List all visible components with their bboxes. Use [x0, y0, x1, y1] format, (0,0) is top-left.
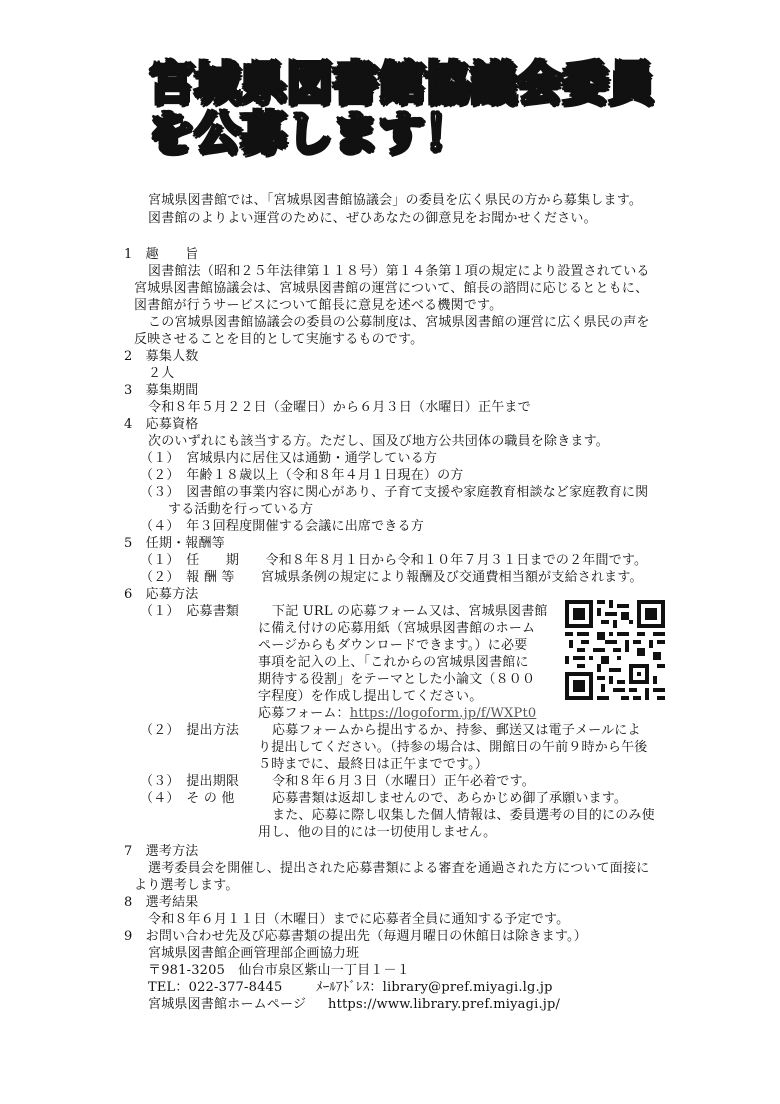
contact-mail-label: ﾒｰﾙｱﾄﾞﾚｽ：: [316, 980, 383, 995]
section-6-item1-line: 下記 URL の応募フォーム又は、宮城県図書館: [272, 604, 548, 619]
section-6-item4-label: （４） そ の 他: [140, 791, 235, 806]
section-4-heading: 4 応募資格: [124, 417, 199, 432]
contact-org: 宮城県図書館企画管理部企画協力班: [148, 946, 360, 961]
section-6-item2-line: 応募フォームから提出するか、持参、郵送又は電子メールによ: [272, 723, 641, 738]
section-1-line: この宮城県図書館協議会の委員の公募制度は、宮城県図書館の運営に広く県民の声を: [148, 315, 650, 330]
section-2-value: ２人: [148, 366, 175, 381]
section-8-value: 令和８年６月１１日（木曜日）までに応募者全員に通知する予定です。: [148, 912, 570, 927]
section-6-item1-line: ページからもダウンロードできます。）に必要: [258, 638, 528, 653]
homepage-link[interactable]: https://www.library.pref.miyagi.jp/: [328, 997, 561, 1012]
section-6-item1-line: に備え付けの応募用紙（宮城県図書館のホーム: [258, 621, 536, 636]
section-6-item4-line: 応募書類は返却しませんので、あらかじめ御了承願います。: [272, 791, 628, 806]
section-1-line: 図書館が行うサービスについて館長に意見を述べる機関です。: [134, 298, 503, 313]
section-4-item: （４） 年３回程度開催する会議に出席できる方: [140, 519, 424, 534]
section-1-line: 図書館法（昭和２５年法律第１１８号）第１４条第１項の規定により設置されている: [148, 264, 650, 279]
page-title-line1: 宮城県図書館協議会委員: [148, 56, 654, 110]
section-6-item1-line: 期待する役割」をテーマとした小論文（８００: [258, 672, 536, 687]
application-form-line: [258, 705, 536, 722]
section-6-item2-line: ５時までに、最終日は正午までです。）: [258, 757, 489, 772]
section-6-item2-line: り提出してください。（持参の場合は、開館日の午前９時から午後: [258, 740, 648, 755]
intro-line1: 宮城県図書館では、「宮城県図書館協議会」の委員を広く県民の方から募集します。: [148, 193, 643, 208]
contact-mail-line: [316, 979, 553, 996]
intro-line2: 図書館のよりよい運営のために、ぜひあなたの御意見をお聞かせください。: [148, 211, 597, 226]
section-7-heading: 7 選考方法: [124, 844, 199, 859]
section-6-item1-line: 字程度）を作成し提出してください。: [258, 689, 483, 704]
contact-mail-link[interactable]: library@pref.miyagi.lg.jp: [382, 980, 553, 995]
section-1-line: 反映させることを目的として実施するものです。: [134, 332, 424, 347]
section-7-line: 選考委員会を開催し、提出された応募書類による審査を通過された方について面接に: [148, 861, 650, 876]
section-7-line: より選考します。: [134, 878, 239, 893]
section-4-item: （３） 図書館の事業内容に関心があり、子育て支援や家庭教育相談など家庭教育に関: [140, 485, 649, 500]
section-1-heading: 1 趣 旨: [124, 247, 199, 262]
section-2-heading: 2 募集人数: [124, 349, 199, 364]
homepage-label: 宮城県図書館ホームページ: [148, 997, 307, 1012]
section-6-item2-label: （２） 提出方法: [140, 723, 240, 738]
section-6-item1-line: 事項を記入の上、「これからの宮城県図書館に: [258, 655, 529, 670]
section-3-value: 令和８年５月２２日（金曜日）から６月３日（水曜日）正午まで: [148, 400, 531, 415]
section-4-item: （１） 宮城県内に居住又は通勤・通学している方: [140, 451, 438, 466]
section-8-heading: 8 選考結果: [124, 895, 199, 910]
application-form-label: 応募フォーム：: [258, 706, 350, 721]
section-6-item4-line: また、応募に際し収集した個人情報は、委員選考の目的にのみ使: [272, 808, 655, 823]
page-title-line2: を公募します！: [148, 106, 470, 160]
section-6-item3-label: （３） 提出期限: [140, 774, 240, 789]
application-form-link[interactable]: https://logoform.jp/f/WXPt0: [349, 706, 537, 721]
contact-address: 〒981-3205 仙台市泉区紫山一丁目１－１: [148, 963, 410, 978]
section-5-item: （２） 報 酬 等 宮城県条例の規定により報酬及び交通費相当額が支給されます。: [140, 570, 643, 585]
section-5-heading: 5 任期・報酬等: [124, 536, 225, 551]
section-9-heading: 9 お問い合わせ先及び応募書類の提出先（毎週月曜日の休館日は除きます。）: [124, 929, 587, 944]
section-6-item1-label: （１） 応募書類: [140, 604, 240, 619]
section-5-item: （１） 任 期 令和８年８月１日から令和１０年７月３１日までの２年間です。: [140, 553, 648, 568]
contact-tel: TEL：022-377-8445: [148, 980, 283, 995]
section-4-intro: 次のいずれにも該当する方。ただし、国及び地方公共団体の職員を除きます。: [148, 434, 609, 449]
section-4-item-continued: する活動を行っている方: [168, 502, 314, 517]
section-6-item3-text: 令和８年６月３日（水曜日）正午必着です。: [272, 774, 535, 789]
section-1-line: 宮城県図書館協議会は、宮城県図書館の運営について、館長の諮問に応じるとともに、: [134, 281, 649, 296]
section-6-heading: 6 応募方法: [124, 587, 199, 602]
section-3-heading: 3 募集期間: [124, 383, 199, 398]
section-6-item4-line: 用し、他の目的には一切使用しません。: [258, 825, 497, 840]
qr-code-icon[interactable]: [565, 600, 665, 700]
section-4-item: （２） 年齢１８歳以上（令和８年４月１日現在）の方: [140, 468, 464, 483]
